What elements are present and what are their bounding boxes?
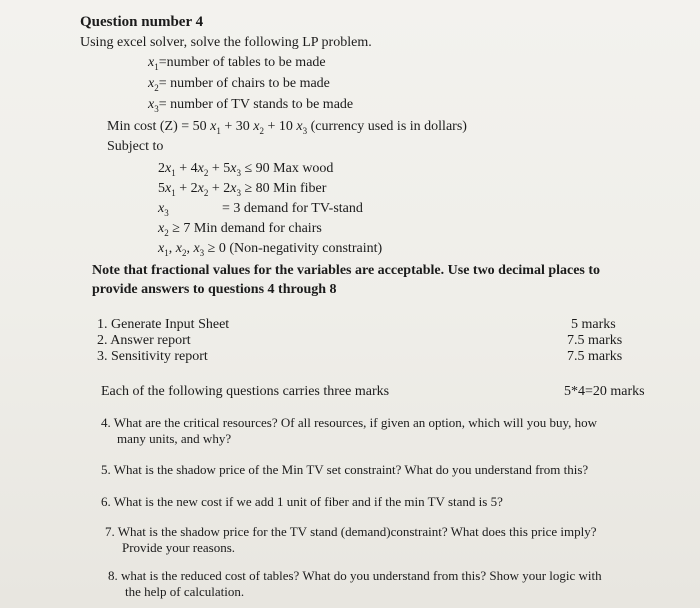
task-input-sheet-marks: 5 marks [571, 317, 616, 332]
constraint-tv-var: $x_3$ [158, 201, 169, 218]
question-7-line-2: Provide your reasons. [122, 540, 236, 555]
constraint-tv-demand: = 3 demand for TV-stand [222, 201, 363, 216]
question-5: 5. What is the shadow price of the Min TV set constraint? What do you understand from this? [101, 462, 589, 477]
question-4-line-2: many units, and why? [117, 431, 232, 446]
subject-to-label: Subject to [107, 139, 164, 154]
question-8-line-2: the help of calculation. [125, 584, 245, 599]
note-line-1: Note that fractional values for the variables are acceptable. Use two decimal places to [92, 263, 601, 278]
intro-text: Using excel solver, solve the following LP problem. [80, 35, 372, 50]
question-8-line-1: 8. what is the reduced cost of tables? What do you understand from this? Show your logic with [108, 568, 602, 583]
task-answer-report: 2. Answer report [97, 333, 191, 348]
variable-def-x3: $x_3=$ number of TV stands to be made [148, 97, 354, 114]
question-7-line-1: 7. What is the shadow price for the TV stand (demand)constraint? What does this price imply? [105, 524, 597, 539]
question-4-line-1: 4. What are the critical resources? Of all resources, if given an option, which will you buy, how [101, 415, 598, 430]
task-sensitivity-report-marks: 7.5 marks [567, 349, 623, 364]
objective-function: Min cost (Z) = 50 $x_1 + 30$ $x_2 + 10$ $x_3$ (currency used is in dollars) [107, 119, 467, 136]
note-line-2: provide answers to questions 4 through 8 [92, 282, 337, 297]
task-input-sheet: 1. Generate Input Sheet [97, 317, 230, 332]
constraint-wood: $2x_1 + 4x_2 + 5x_3 \le 90$ Max wood [158, 161, 334, 178]
task-answer-report-marks: 7.5 marks [567, 333, 623, 348]
task-sensitivity-report: 3. Sensitivity report [97, 349, 208, 364]
constraint-chairs: $x_2 \ge 7$ Min demand for chairs [158, 221, 322, 238]
question-title: Question number 4 [80, 14, 204, 30]
variable-def-x1: $x_1=number$ of tables to be made [148, 55, 326, 72]
each-question-note: Each of the following questions carries three marks [101, 384, 390, 399]
each-question-marks: 5*4=20 marks [564, 384, 645, 399]
variable-def-x2: $x_2=$ number of chairs to be made [148, 76, 330, 93]
constraint-fiber: $5x_1 + 2x_2 + 2x_3 \ge 80$ Min fiber [158, 181, 327, 198]
constraint-nonnegativity: $x_1$, $x_2$, $x_3 \ge 0$ (Non-negativity constraint) [158, 241, 383, 258]
question-6: 6. What is the new cost if we add 1 unit of fiber and if the min TV stand is 5? [101, 494, 503, 509]
